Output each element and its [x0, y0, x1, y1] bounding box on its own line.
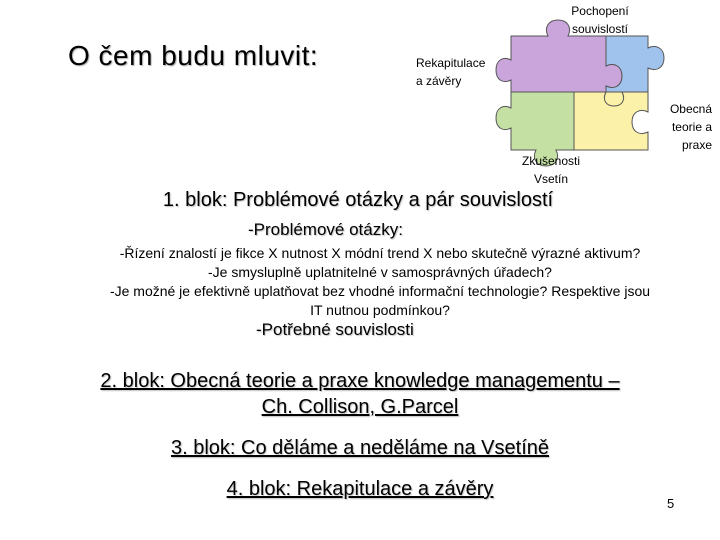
puzzle-label-line: a závěry — [416, 74, 462, 88]
block3-heading: 3. blok: Co děláme a neděláme na Vsetíně — [170, 437, 550, 459]
puzzle-label-line: teorie a — [671, 120, 712, 134]
block1-title: 1. blok: Problémové otázky a pár souvislostí — [162, 189, 554, 211]
block2-line: 2. blok: Obecná teorie a praxe knowledge managementu – — [100, 370, 620, 392]
puzzle-piece-yellow — [574, 92, 648, 150]
puzzle-label-line: Obecná — [669, 102, 712, 116]
block2-line: Ch. Collison, G.Parcel — [261, 396, 459, 418]
puzzle-label-theory — [652, 100, 712, 154]
puzzle-label-line: Vsetín — [533, 172, 569, 186]
puzzle-label-understanding — [540, 2, 660, 38]
question-item: -Řízení znalostí je fikce X nutnost X módní trend X nebo skutečně výrazné aktivum? — [119, 245, 641, 261]
puzzle-label-line: souvislostí — [571, 22, 629, 36]
block2-heading — [0, 368, 720, 420]
page-number: 5 — [667, 496, 675, 511]
question-item: -Je možné je efektivně uplatňovat bez vhodné informační technologie? Respektive jsou — [109, 283, 651, 299]
puzzle-label-line: Zkušenosti — [521, 154, 581, 168]
block1-subheading-context: -Potřebné souvislosti — [256, 320, 414, 339]
puzzle-label-recap — [416, 54, 485, 90]
question-item: IT nutnou podmínkou? — [310, 302, 450, 318]
block1-heading — [0, 189, 720, 212]
question-item: -Je smysluplně uplatnitelné v samosprávných úřadech? — [208, 264, 552, 280]
puzzle-label-experience — [496, 152, 606, 188]
question-list — [40, 244, 720, 320]
slide-title: O čem budu mluvit: — [68, 40, 319, 71]
puzzle-label-line: Rekapitulace — [416, 56, 486, 70]
puzzle-label-line: praxe — [681, 138, 712, 152]
block1-subheading-questions: -Problémové otázky: — [248, 220, 403, 239]
puzzle-label-line: Pochopení — [571, 4, 629, 18]
block4-heading: 4. blok: Rekapitulace a závěry — [226, 478, 494, 500]
